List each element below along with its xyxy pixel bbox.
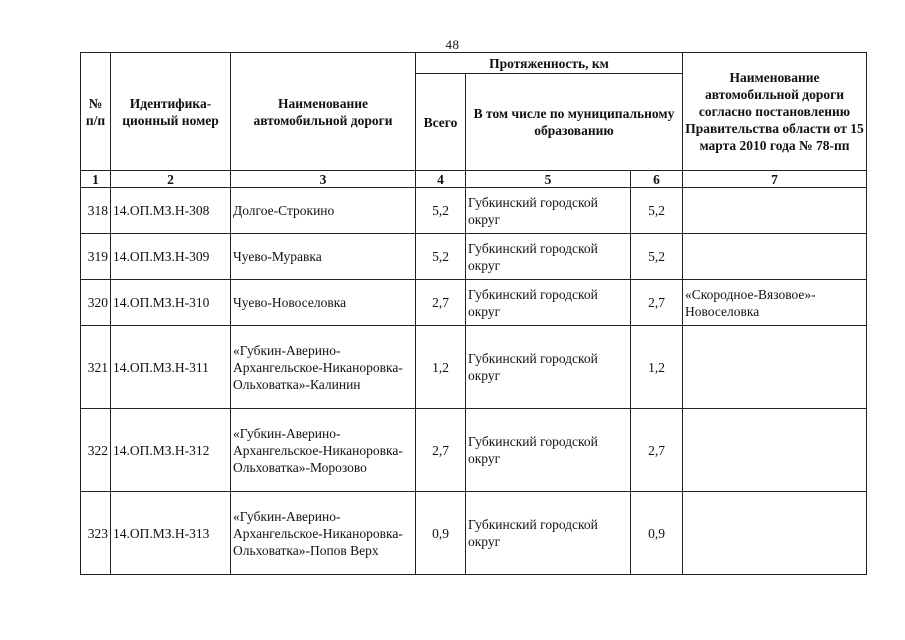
header-total: Всего: [416, 74, 466, 171]
row-number: 321: [81, 326, 111, 409]
column-number: 7: [683, 171, 867, 188]
row-number: 322: [81, 409, 111, 492]
header-road-name: Наименование автомобильной дороги: [231, 53, 416, 171]
road-total-length: 2,7: [416, 280, 466, 326]
header-including: В том числе по муниципальному образованию: [466, 74, 683, 171]
municipality: Губкинский городской округ: [466, 326, 631, 409]
column-number: 6: [631, 171, 683, 188]
table-row: [81, 326, 867, 409]
road-id: 14.ОП.МЗ.Н-308: [111, 188, 231, 234]
municipality-length: 1,2: [631, 326, 683, 409]
road-total-length: 5,2: [416, 234, 466, 280]
column-number: 5: [466, 171, 631, 188]
decree-road-name: [683, 188, 867, 234]
road-total-length: 0,9: [416, 492, 466, 575]
decree-road-name: [683, 492, 867, 575]
road-total-length: 2,7: [416, 409, 466, 492]
table-row: [81, 492, 867, 575]
row-number: 320: [81, 280, 111, 326]
road-name: «Губкин-Аверино-Архангельское-Никаноровка-Ольховатка»-Калинин: [231, 326, 416, 409]
municipality: Губкинский городской округ: [466, 280, 631, 326]
header-length-group: Протяженность, км: [416, 53, 683, 74]
road-id: 14.ОП.МЗ.Н-312: [111, 409, 231, 492]
decree-road-name: [683, 326, 867, 409]
table-row: [81, 188, 867, 234]
column-number: 2: [111, 171, 231, 188]
municipality-length: 2,7: [631, 409, 683, 492]
municipality-length: 0,9: [631, 492, 683, 575]
municipality-length: 5,2: [631, 188, 683, 234]
decree-road-name: «Скородное-Вязовое»-Новоселовка: [683, 280, 867, 326]
header-decree-name: Наименование автомобильной дороги согласно постановлению Правительства области от 15 марта 2010 года № 78-пп: [683, 53, 867, 171]
municipality-length: 2,7: [631, 280, 683, 326]
table-row: [81, 280, 867, 326]
roads-table: [80, 52, 867, 575]
row-number: 319: [81, 234, 111, 280]
column-number: 4: [416, 171, 466, 188]
table-row: [81, 234, 867, 280]
road-name: Чуево-Новоселовка: [231, 280, 416, 326]
road-name: «Губкин-Аверино-Архангельское-Никаноровка-Ольховатка»-Попов Верх: [231, 492, 416, 575]
municipality-length: 5,2: [631, 234, 683, 280]
road-id: 14.ОП.МЗ.Н-313: [111, 492, 231, 575]
municipality: Губкинский городской округ: [466, 234, 631, 280]
column-number: 3: [231, 171, 416, 188]
row-number: 318: [81, 188, 111, 234]
road-id: 14.ОП.МЗ.Н-309: [111, 234, 231, 280]
road-name: Долгое-Строкино: [231, 188, 416, 234]
municipality: Губкинский городской округ: [466, 492, 631, 575]
municipality: Губкинский городской округ: [466, 409, 631, 492]
road-id: 14.ОП.МЗ.Н-311: [111, 326, 231, 409]
table-row: [81, 409, 867, 492]
road-total-length: 1,2: [416, 326, 466, 409]
road-name: Чуево-Муравка: [231, 234, 416, 280]
municipality: Губкинский городской округ: [466, 188, 631, 234]
row-number: 323: [81, 492, 111, 575]
road-name: «Губкин-Аверино-Архангельское-Никаноровка-Ольховатка»-Морозово: [231, 409, 416, 492]
road-id: 14.ОП.МЗ.Н-310: [111, 280, 231, 326]
road-total-length: 5,2: [416, 188, 466, 234]
decree-road-name: [683, 409, 867, 492]
header-id: Идентифика-ционный номер: [111, 53, 231, 171]
page-number: 48: [445, 37, 460, 52]
decree-road-name: [683, 234, 867, 280]
header-num: № п/п: [81, 53, 111, 171]
column-number: 1: [81, 171, 111, 188]
